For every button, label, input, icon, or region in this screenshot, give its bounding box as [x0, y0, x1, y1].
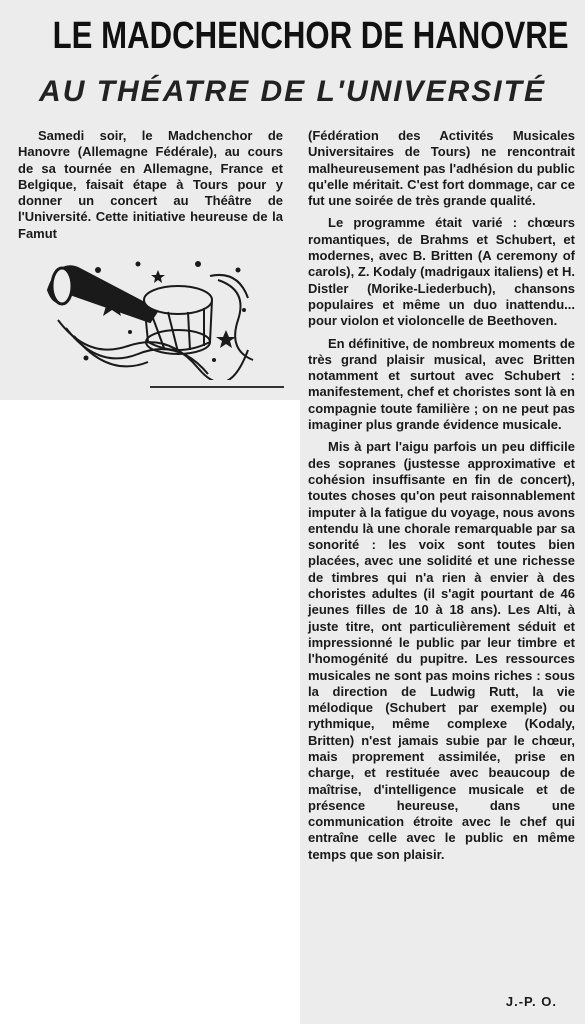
- column-rule: [150, 386, 284, 388]
- paragraph-critique: Mis à part l'aigu parfois un peu difficile des sopranes (justesse approximative et cohésion insuffisante en fin de concert), toutes choses qu'on peut raisonnablement imputer à la fatigue du voyage, nous avons entendu là une chorale remarquable par sa sonorité : les voix sont toutes bien placées, avec une solidité et une richesse de timbres qui n'a rien à envier à des choristes adultes (il s'agit pourtant de 46 jeunes filles de 10 à 18 ans). Les Alti, à juste titre, ont particulièrement séduit et impressionné le public par leur timbre et l'homogénité du pupitre. Les ressources musicales ne sont pas moins riches : sous la direction de Ludwig Rutt, la vie mélodique (Schubert par exemple) ou rythmique, même complexe (Kodaly, Britten) n'est jamais subie par le chœur, mais proprement assimilée, prise en charge, et restituée avec beaucoup de maîtrise, d'intelligence musicale et de présence heureuse, dans une communication étroite avec le chef qui entraîne celle avec le public en même temps que son plaisir.: [308, 439, 575, 862]
- right-column: [308, 128, 575, 863]
- paragraph-conclusion: En définitive, de nombreux moments de très grand plaisir musical, avec Britten notamment et surtout avec Schubert : manifestement, chef et choristes sont là en compagnie toute familière ; on ne peut pas imaginer plus grande évidence musicale.: [308, 335, 575, 433]
- paragraph-continuation: (Fédération des Activités Musicales Universitaires de Tours) ne rencontrait malheureusement pas l'adhésion du public qu'elle méritait. C'est fort dommage, car ce fut une soirée de très grande qualité.: [308, 128, 575, 209]
- article-title: LE MADCHENCHOR DE HANOVRE: [52, 15, 569, 57]
- paragraph-program: Le programme était varié : chœurs romantiques, de Brahms et Schubert, et modernes, avec B. Britten (A ceremony of carols), Z. Kodaly (madrigaux italiens) et H. Distler (Morike-Liederbuch), chansons populaires et même un duo inattendu... pour violon et violoncelle de Beethoven.: [308, 215, 575, 329]
- left-column: [18, 128, 283, 242]
- paragraph-intro: Samedi soir, le Madchenchor de Hanovre (Allemagne Fédérale), au cours de sa tournée en Allemagne, France et Belgique, faisait étape à Tours pour y donner un concert au Théâtre de l'Université. Cette initiative heureuse de la Famut: [18, 128, 283, 241]
- article-subtitle: AU THÉATRE DE L'UNIVERSITÉ: [39, 75, 546, 108]
- author-signature: J.-P. O.: [505, 994, 557, 1009]
- music-instruments-icon: [38, 250, 258, 380]
